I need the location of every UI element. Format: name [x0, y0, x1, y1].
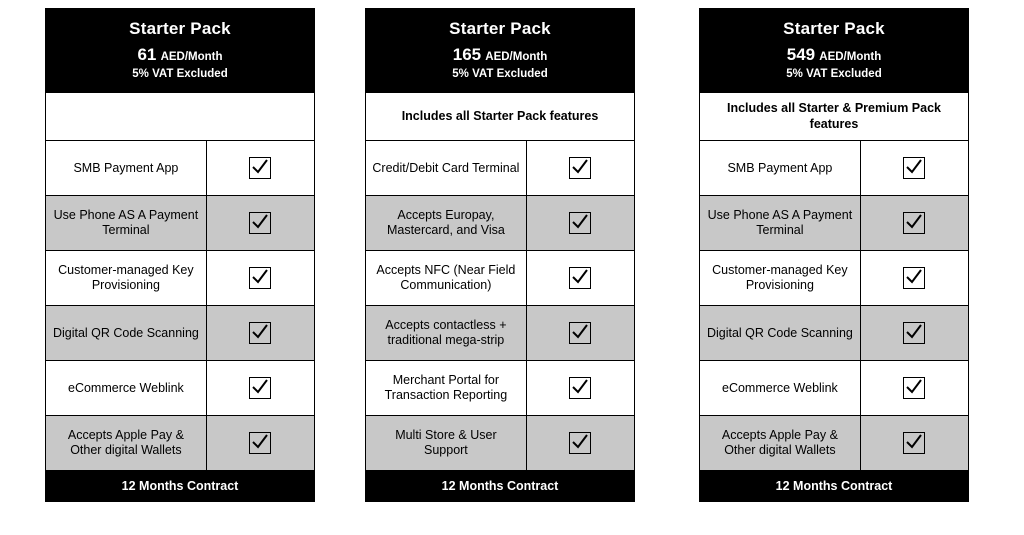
feature-check-cell [861, 141, 968, 195]
pricing-card-price [52, 45, 308, 65]
feature-label: SMB Payment App [46, 141, 207, 195]
checkbox-checked-icon [903, 432, 925, 454]
feature-label: Customer-managed Key Provisioning [700, 251, 861, 305]
feature-row [700, 196, 968, 251]
feature-list [366, 141, 634, 470]
feature-check-cell [207, 196, 314, 250]
feature-check-cell [207, 361, 314, 415]
pricing-card-starter [45, 8, 315, 502]
feature-row [700, 141, 968, 196]
feature-row [366, 361, 634, 416]
checkbox-checked-icon [903, 212, 925, 234]
pricing-card-subhead: Includes all Starter & Premium Pack features [700, 92, 968, 141]
feature-row [366, 306, 634, 361]
pricing-card-title: Starter Pack [783, 19, 885, 38]
feature-list [700, 141, 968, 470]
feature-label: Digital QR Code Scanning [46, 306, 207, 360]
feature-label: Merchant Portal for Transaction Reporting [366, 361, 527, 415]
feature-row [46, 251, 314, 306]
feature-check-cell [861, 251, 968, 305]
contract-footer: 12 Months Contract [700, 470, 968, 501]
feature-check-cell [527, 361, 634, 415]
pricing-card-header [700, 9, 968, 92]
price-unit: AED/Month [160, 51, 223, 63]
checkbox-checked-icon [249, 212, 271, 234]
pricing-card-subhead: Includes all Starter Pack features [366, 92, 634, 141]
feature-label: Use Phone AS A Payment Terminal [700, 196, 861, 250]
feature-row [46, 361, 314, 416]
feature-check-cell [527, 251, 634, 305]
checkbox-checked-icon [569, 377, 591, 399]
feature-label: Accepts Apple Pay & Other digital Wallets [700, 416, 861, 470]
feature-row [700, 306, 968, 361]
feature-label: Customer-managed Key Provisioning [46, 251, 207, 305]
feature-label: eCommerce Weblink [700, 361, 861, 415]
pricing-card-title: Starter Pack [449, 19, 551, 38]
feature-label: Accepts NFC (Near Field Communication) [366, 251, 527, 305]
feature-check-cell [527, 141, 634, 195]
pricing-card-title: Starter Pack [129, 19, 231, 38]
price-amount: 61 [137, 45, 157, 64]
feature-check-cell [207, 306, 314, 360]
feature-row [46, 141, 314, 196]
feature-row [366, 196, 634, 251]
feature-check-cell [861, 416, 968, 470]
price-amount: 165 [452, 45, 482, 64]
price-unit: AED/Month [819, 51, 882, 63]
pricing-card-pro [699, 8, 969, 502]
checkbox-checked-icon [249, 377, 271, 399]
feature-label: Credit/Debit Card Terminal [366, 141, 527, 195]
feature-label: eCommerce Weblink [46, 361, 207, 415]
checkbox-checked-icon [249, 322, 271, 344]
vat-note: 5% VAT Excluded [786, 68, 882, 81]
feature-list [46, 141, 314, 470]
checkbox-checked-icon [569, 157, 591, 179]
feature-row [700, 251, 968, 306]
pricing-card-premium [365, 8, 635, 502]
feature-check-cell [861, 196, 968, 250]
checkbox-checked-icon [569, 212, 591, 234]
vat-note: 5% VAT Excluded [132, 68, 228, 81]
feature-row [46, 196, 314, 251]
feature-check-cell [527, 416, 634, 470]
feature-check-cell [207, 141, 314, 195]
feature-row [366, 251, 634, 306]
price-unit: AED/Month [485, 51, 548, 63]
feature-row [46, 306, 314, 361]
checkbox-checked-icon [249, 267, 271, 289]
feature-label: Accepts Europay, Mastercard, and Visa [366, 196, 527, 250]
contract-footer: 12 Months Contract [46, 470, 314, 501]
feature-row [46, 416, 314, 470]
price-amount: 549 [786, 45, 816, 64]
pricing-card-price [706, 45, 962, 65]
feature-label: SMB Payment App [700, 141, 861, 195]
checkbox-checked-icon [569, 432, 591, 454]
checkbox-checked-icon [569, 322, 591, 344]
checkbox-checked-icon [569, 267, 591, 289]
checkbox-checked-icon [903, 377, 925, 399]
feature-check-cell [861, 306, 968, 360]
checkbox-checked-icon [249, 157, 271, 179]
feature-label: Multi Store & User Support [366, 416, 527, 470]
feature-label: Digital QR Code Scanning [700, 306, 861, 360]
feature-label: Accepts Apple Pay & Other digital Wallets [46, 416, 207, 470]
pricing-card-header [46, 9, 314, 92]
pricing-card-price [372, 45, 628, 65]
vat-note: 5% VAT Excluded [452, 68, 548, 81]
checkbox-checked-icon [249, 432, 271, 454]
feature-row [366, 141, 634, 196]
feature-check-cell [207, 251, 314, 305]
checkbox-checked-icon [903, 267, 925, 289]
checkbox-checked-icon [903, 322, 925, 344]
feature-check-cell [527, 306, 634, 360]
feature-row [700, 416, 968, 470]
pricing-card-subhead [46, 92, 314, 141]
feature-label: Accepts contactless + traditional mega-strip [366, 306, 527, 360]
feature-check-cell [527, 196, 634, 250]
feature-row [366, 416, 634, 470]
pricing-card-header [366, 9, 634, 92]
feature-row [700, 361, 968, 416]
feature-label: Use Phone AS A Payment Terminal [46, 196, 207, 250]
feature-check-cell [861, 361, 968, 415]
checkbox-checked-icon [903, 157, 925, 179]
feature-check-cell [207, 416, 314, 470]
contract-footer: 12 Months Contract [366, 470, 634, 501]
